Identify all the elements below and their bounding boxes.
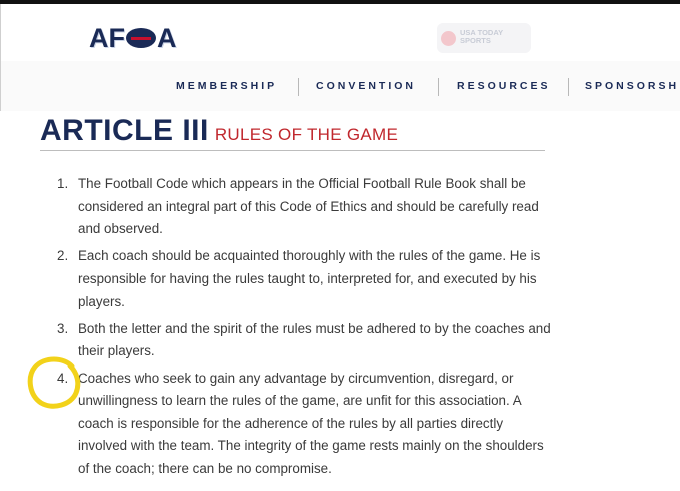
usa-today-dot-icon [441, 31, 456, 46]
list-item-number: 3. [57, 320, 69, 336]
list-item-text: Coaches who seek to gain any advantage by circumvention, disregard, or unwillingness to learn the rules of the game, are unfit for this association. A coach is responsible for the adherence of the rules by all parties directly involved with the team. The integrity of the game rests mainly on the shoulders of the coach; there can be no compromise. [78, 370, 544, 476]
nav-item-convention[interactable]: CONVENTION [316, 80, 417, 92]
list-item [54, 245, 554, 313]
article-title: RULES OF THE GAME [214, 125, 399, 144]
nav-item-resources[interactable]: RESOURCES [457, 80, 551, 92]
article-number: ARTICLE III [40, 114, 209, 147]
partner-badge-text [460, 29, 503, 45]
article-heading [40, 114, 398, 148]
site-header [0, 4, 680, 111]
list-item [54, 318, 554, 363]
list-item [54, 368, 554, 481]
list-item-text: Both the letter and the spirit of the rules must be adhered to by the coaches and their players. [78, 320, 551, 359]
rules-list [54, 173, 554, 485]
nav-divider [568, 78, 569, 96]
main-nav [1, 61, 680, 111]
list-item-number: 2. [57, 248, 69, 264]
partner-badge[interactable] [437, 23, 531, 53]
nav-divider [298, 78, 299, 96]
hand-drawn-circle-icon [26, 354, 82, 410]
list-item [54, 173, 554, 241]
partner-badge-line1: USA TODAY [460, 28, 504, 37]
logo-text-right: A [157, 23, 177, 53]
list-item-number: 1. [57, 176, 69, 191]
list-item-number: 4. [57, 370, 69, 386]
nav-divider [438, 78, 439, 96]
logo-text-left: AF [89, 23, 125, 53]
nav-item-sponsorship[interactable]: SPONSORSH [585, 80, 680, 92]
heading-divider [40, 150, 545, 151]
list-item-text: Each coach should be acquainted thoroughly with the rules of the game. He is responsible for having the rules taught to, interpreted for, and executed by his players. [78, 248, 541, 309]
nav-item-membership[interactable]: MEMBERSHIP [176, 80, 278, 92]
list-item-text: The Football Code which appears in the Official Football Rule Book shall be considered an integral part of this Code of Ethics and should be carefully read and observed. [78, 176, 539, 237]
football-icon [126, 28, 156, 48]
afca-logo[interactable] [89, 23, 177, 53]
partner-badge-line2: SPORTS [460, 36, 491, 45]
